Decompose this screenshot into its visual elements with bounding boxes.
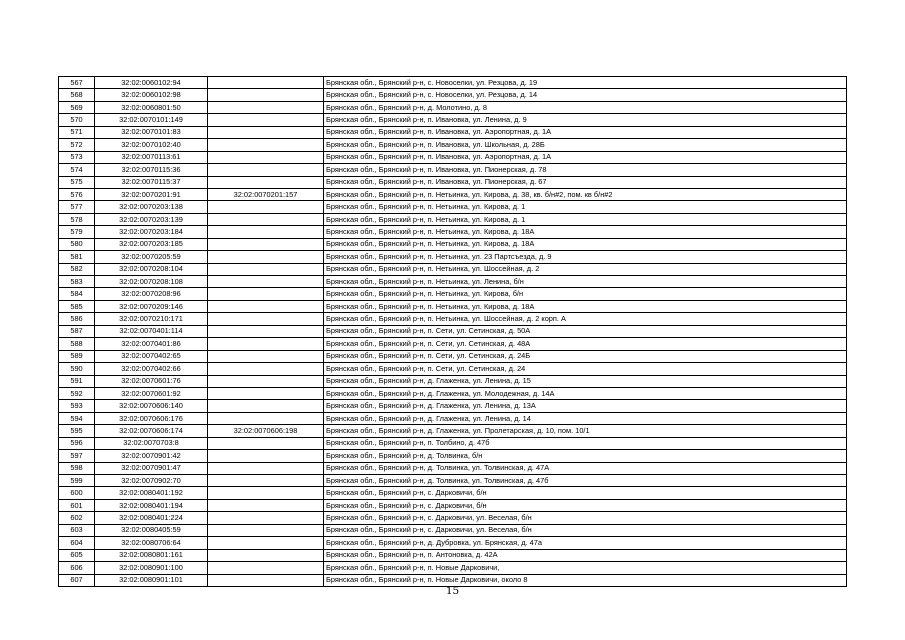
row-number: 595	[59, 425, 95, 437]
parent-cadastral-number	[208, 213, 324, 225]
cadastral-number: 32:02:0070210:171	[95, 313, 208, 325]
parent-cadastral-number	[208, 114, 324, 126]
page-number: 15	[445, 585, 460, 597]
table-row	[59, 338, 847, 350]
address: Брянская обл., Брянский р-н, п. Антоновка, д. 42А	[324, 549, 847, 561]
address: Брянская обл., Брянский р-н, с. Дарковичи, б/н	[324, 499, 847, 511]
table-row	[59, 201, 847, 213]
address: Брянская обл., Брянский р-н, п. Сети, ул. Сетинская, д. 24	[324, 363, 847, 375]
row-number: 575	[59, 176, 95, 188]
address: Брянская обл., Брянский р-н, д. Глаженка, ул. Ленина, д. 15	[324, 375, 847, 387]
table-row	[59, 251, 847, 263]
table-row	[59, 363, 847, 375]
cadastral-number: 32:02:0070101:83	[95, 126, 208, 138]
row-number: 589	[59, 350, 95, 362]
cadastral-number: 32:02:0080901:101	[95, 574, 208, 586]
cadastral-number: 32:02:0080401:224	[95, 512, 208, 524]
table-row	[59, 425, 847, 437]
parent-cadastral-number: 32:02:0070606:198	[208, 425, 324, 437]
row-number: 577	[59, 201, 95, 213]
cadastral-number: 32:02:0070113:61	[95, 151, 208, 163]
address: Брянская обл., Брянский р-н, п. Нетьинка, ул. Кирова, д. 38, кв. б/н#2, пом. кв б/н#2	[324, 188, 847, 200]
parent-cadastral-number	[208, 524, 324, 536]
table-row	[59, 238, 847, 250]
address: Брянская обл., Брянский р-н, п. Нетьинка, ул. Кирова, б/н	[324, 288, 847, 300]
parent-cadastral-number	[208, 89, 324, 101]
table-row	[59, 213, 847, 225]
cadastral-number: 32:02:0080401:192	[95, 487, 208, 499]
cadastral-number: 32:02:0070201:91	[95, 188, 208, 200]
parent-cadastral-number	[208, 400, 324, 412]
row-number: 596	[59, 437, 95, 449]
parent-cadastral-number	[208, 499, 324, 511]
row-number: 580	[59, 238, 95, 250]
address: Брянская обл., Брянский р-н, д. Молотино, д. 8	[324, 101, 847, 113]
row-number: 607	[59, 574, 95, 586]
row-number: 582	[59, 263, 95, 275]
table-row	[59, 537, 847, 549]
parent-cadastral-number	[208, 201, 324, 213]
table-row	[59, 126, 847, 138]
row-number: 574	[59, 164, 95, 176]
row-number: 587	[59, 325, 95, 337]
cadastral-number: 32:02:0070401:86	[95, 338, 208, 350]
table-row	[59, 450, 847, 462]
address: Брянская обл., Брянский р-н, д. Глаженка, ул. Ленина, д. 14	[324, 412, 847, 424]
table-row	[59, 188, 847, 200]
address: Брянская обл., Брянский р-н, п. Нетьинка, ул. Шоссейная, д. 2 корп. А	[324, 313, 847, 325]
parent-cadastral-number: 32:02:0070201:157	[208, 188, 324, 200]
address: Брянская обл., Брянский р-н, д. Глаженка, ул. Пролетарская, д. 10, пом. 10/1	[324, 425, 847, 437]
row-number: 573	[59, 151, 95, 163]
address: Брянская обл., Брянский р-н, п. Новые Дарковичи,	[324, 562, 847, 574]
row-number: 603	[59, 524, 95, 536]
parent-cadastral-number	[208, 226, 324, 238]
parent-cadastral-number	[208, 238, 324, 250]
table-row	[59, 325, 847, 337]
table-row	[59, 139, 847, 151]
parent-cadastral-number	[208, 313, 324, 325]
table-row	[59, 263, 847, 275]
address: Брянская обл., Брянский р-н, п. Нетьинка, ул. 23 Партсъезда, д. 9	[324, 251, 847, 263]
cadastral-number: 32:02:0080401:194	[95, 499, 208, 511]
parent-cadastral-number	[208, 151, 324, 163]
address: Брянская обл., Брянский р-н, с. Дарковичи, ул. Веселая, б/н	[324, 524, 847, 536]
cadastral-number: 32:02:0080405:59	[95, 524, 208, 536]
parent-cadastral-number	[208, 549, 324, 561]
row-number: 579	[59, 226, 95, 238]
parent-cadastral-number	[208, 412, 324, 424]
cadastral-number: 32:02:0070401:114	[95, 325, 208, 337]
row-number: 585	[59, 300, 95, 312]
table-row	[59, 300, 847, 312]
row-number: 581	[59, 251, 95, 263]
address: Брянская обл., Брянский р-н, п. Ивановка, ул. Пионерская, д. 78	[324, 164, 847, 176]
cadastral-number: 32:02:0070402:65	[95, 350, 208, 362]
row-number: 583	[59, 276, 95, 288]
table-row	[59, 350, 847, 362]
parent-cadastral-number	[208, 338, 324, 350]
table-row	[59, 387, 847, 399]
cadastral-number: 32:02:0070606:176	[95, 412, 208, 424]
table-row	[59, 226, 847, 238]
address: Брянская обл., Брянский р-н, д. Глаженка, ул. Молодежная, д. 14А	[324, 387, 847, 399]
cadastral-number: 32:02:0070115:37	[95, 176, 208, 188]
row-number: 593	[59, 400, 95, 412]
table-row	[59, 487, 847, 499]
cadastral-number: 32:02:0070902:70	[95, 475, 208, 487]
cadastral-number: 32:02:0070703:8	[95, 437, 208, 449]
cadastral-number: 32:02:0070102:40	[95, 139, 208, 151]
address: Брянская обл., Брянский р-н, п. Сети, ул. Сетинская, д. 24Б	[324, 350, 847, 362]
table-row	[59, 375, 847, 387]
parent-cadastral-number	[208, 77, 324, 89]
table-body	[59, 77, 847, 587]
parent-cadastral-number	[208, 537, 324, 549]
cadastral-number: 32:02:0070115:36	[95, 164, 208, 176]
cadastral-number: 32:02:0070601:76	[95, 375, 208, 387]
address: Брянская обл., Брянский р-н, п. Нетьинка, ул. Кирова, д. 18А	[324, 226, 847, 238]
row-number: 588	[59, 338, 95, 350]
address: Брянская обл., Брянский р-н, д. Дубровка, ул. Брянская, д. 47а	[324, 537, 847, 549]
address: Брянская обл., Брянский р-н, п. Нетьинка, ул. Кирова, д. 1	[324, 201, 847, 213]
cadastral-number: 32:02:0070402:66	[95, 363, 208, 375]
cadastral-number: 32:02:0070203:184	[95, 226, 208, 238]
cadastral-number: 32:02:0070208:104	[95, 263, 208, 275]
table-row	[59, 101, 847, 113]
cadastral-number: 32:02:0070606:174	[95, 425, 208, 437]
cadastral-number: 32:02:0060801:50	[95, 101, 208, 113]
table-row	[59, 114, 847, 126]
row-number: 601	[59, 499, 95, 511]
parent-cadastral-number	[208, 562, 324, 574]
cadastral-number: 32:02:0070601:92	[95, 387, 208, 399]
address: Брянская обл., Брянский р-н, д. Толвинка, ул. Толвинская, д. 47б	[324, 475, 847, 487]
cadastral-number: 32:02:0060102:94	[95, 77, 208, 89]
table-row	[59, 512, 847, 524]
table-row	[59, 475, 847, 487]
address: Брянская обл., Брянский р-н, п. Ивановка, ул. Аэропортная, д. 1А	[324, 151, 847, 163]
row-number: 594	[59, 412, 95, 424]
row-number: 569	[59, 101, 95, 113]
row-number: 568	[59, 89, 95, 101]
table-row	[59, 549, 847, 561]
parent-cadastral-number	[208, 475, 324, 487]
row-number: 602	[59, 512, 95, 524]
table-row	[59, 276, 847, 288]
parent-cadastral-number	[208, 126, 324, 138]
parent-cadastral-number	[208, 437, 324, 449]
cadastral-number: 32:02:0070208:108	[95, 276, 208, 288]
row-number: 572	[59, 139, 95, 151]
row-number: 571	[59, 126, 95, 138]
row-number: 578	[59, 213, 95, 225]
address: Брянская обл., Брянский р-н, с. Дарковичи, б/н	[324, 487, 847, 499]
address: Брянская обл., Брянский р-н, п. Новые Дарковичи, около 8	[324, 574, 847, 586]
row-number: 591	[59, 375, 95, 387]
table-row	[59, 400, 847, 412]
parent-cadastral-number	[208, 288, 324, 300]
table-row	[59, 524, 847, 536]
address: Брянская обл., Брянский р-н, п. Нетьинка, ул. Кирова, д. 18А	[324, 238, 847, 250]
address: Брянская обл., Брянский р-н, д. Толвинка, б/н	[324, 450, 847, 462]
parent-cadastral-number	[208, 363, 324, 375]
address: Брянская обл., Брянский р-н, д. Глаженка, ул. Ленина, д. 13А	[324, 400, 847, 412]
row-number: 592	[59, 387, 95, 399]
parent-cadastral-number	[208, 387, 324, 399]
row-number: 600	[59, 487, 95, 499]
cadastral-number: 32:02:0070203:139	[95, 213, 208, 225]
cadastral-number: 32:02:0080901:100	[95, 562, 208, 574]
row-number: 590	[59, 363, 95, 375]
table-row	[59, 77, 847, 89]
parent-cadastral-number	[208, 251, 324, 263]
table-row	[59, 151, 847, 163]
parent-cadastral-number	[208, 375, 324, 387]
row-number: 599	[59, 475, 95, 487]
address: Брянская обл., Брянский р-н, п. Нетьинка, ул. Кирова, д. 18А	[324, 300, 847, 312]
cadastral-number: 32:02:0080801:161	[95, 549, 208, 561]
address: Брянская обл., Брянский р-н, п. Сети, ул. Сетинская, д. 50А	[324, 325, 847, 337]
table-row	[59, 89, 847, 101]
parent-cadastral-number	[208, 300, 324, 312]
address: Брянская обл., Брянский р-н, д. Толвинка, ул. Толвинская, д. 47А	[324, 462, 847, 474]
parent-cadastral-number	[208, 164, 324, 176]
cadastral-number: 32:02:0060102:98	[95, 89, 208, 101]
cadastral-number: 32:02:0080706:64	[95, 537, 208, 549]
table-row	[59, 288, 847, 300]
cadastral-number: 32:02:0070208:96	[95, 288, 208, 300]
row-number: 597	[59, 450, 95, 462]
row-number: 604	[59, 537, 95, 549]
table-row	[59, 164, 847, 176]
cadastral-number: 32:02:0070901:47	[95, 462, 208, 474]
parent-cadastral-number	[208, 487, 324, 499]
table-row	[59, 313, 847, 325]
table-row	[59, 562, 847, 574]
address: Брянская обл., Брянский р-н, п. Толбино, д. 47б	[324, 437, 847, 449]
parent-cadastral-number	[208, 276, 324, 288]
parent-cadastral-number	[208, 325, 324, 337]
row-number: 605	[59, 549, 95, 561]
address: Брянская обл., Брянский р-н, п. Сети, ул. Сетинская, д. 48А	[324, 338, 847, 350]
cadastral-number: 32:02:0070205:59	[95, 251, 208, 263]
address: Брянская обл., Брянский р-н, с. Новоселки, ул. Резцова, д. 14	[324, 89, 847, 101]
cadastral-number: 32:02:0070901:42	[95, 450, 208, 462]
property-registry-table	[58, 76, 847, 587]
address: Брянская обл., Брянский р-н, с. Дарковичи, ул. Веселая, б/н	[324, 512, 847, 524]
address: Брянская обл., Брянский р-н, п. Нетьинка, ул. Кирова, д. 1	[324, 213, 847, 225]
table-row	[59, 499, 847, 511]
parent-cadastral-number	[208, 101, 324, 113]
table-row	[59, 412, 847, 424]
table-row	[59, 437, 847, 449]
address: Брянская обл., Брянский р-н, п. Ивановка, ул. Школьная, д. 28Б	[324, 139, 847, 151]
parent-cadastral-number	[208, 263, 324, 275]
cadastral-number: 32:02:0070209:146	[95, 300, 208, 312]
parent-cadastral-number	[208, 450, 324, 462]
address: Брянская обл., Брянский р-н, п. Нетьинка, ул. Шоссейная, д. 2	[324, 263, 847, 275]
row-number: 567	[59, 77, 95, 89]
parent-cadastral-number	[208, 350, 324, 362]
row-number: 570	[59, 114, 95, 126]
address: Брянская обл., Брянский р-н, п. Ивановка, ул. Аэропортная, д. 1А	[324, 126, 847, 138]
row-number: 586	[59, 313, 95, 325]
address: Брянская обл., Брянский р-н, с. Новоселки, ул. Резцова, д. 19	[324, 77, 847, 89]
cadastral-number: 32:02:0070203:138	[95, 201, 208, 213]
row-number: 584	[59, 288, 95, 300]
row-number: 606	[59, 562, 95, 574]
table-row	[59, 176, 847, 188]
table-row	[59, 462, 847, 474]
parent-cadastral-number	[208, 139, 324, 151]
row-number: 576	[59, 188, 95, 200]
address: Брянская обл., Брянский р-н, п. Ивановка, ул. Пионерская, д. 67	[324, 176, 847, 188]
address: Брянская обл., Брянский р-н, п. Ивановка, ул. Ленина, д. 9	[324, 114, 847, 126]
row-number: 598	[59, 462, 95, 474]
parent-cadastral-number	[208, 512, 324, 524]
address: Брянская обл., Брянский р-н, п. Нетьинка, ул. Ленина, б/н	[324, 276, 847, 288]
parent-cadastral-number	[208, 176, 324, 188]
parent-cadastral-number	[208, 462, 324, 474]
cadastral-number: 32:02:0070606:140	[95, 400, 208, 412]
cadastral-number: 32:02:0070203:185	[95, 238, 208, 250]
cadastral-number: 32:02:0070101:149	[95, 114, 208, 126]
